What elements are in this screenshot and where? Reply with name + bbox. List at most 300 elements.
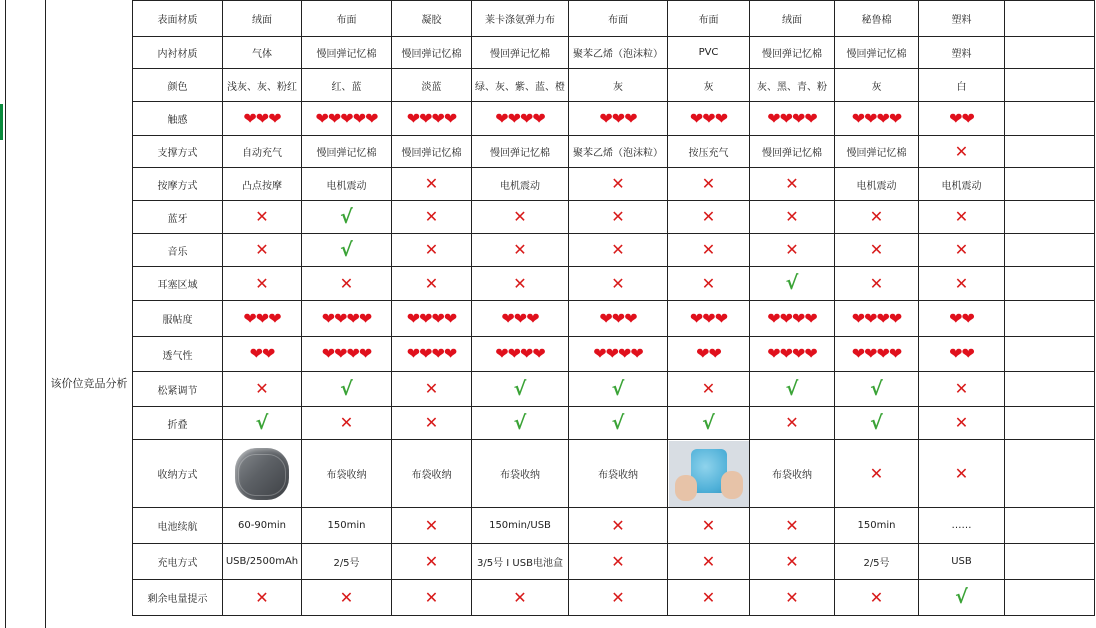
table-cell[interactable] <box>472 136 569 168</box>
table-cell[interactable] <box>1005 407 1095 440</box>
gridline-col-b <box>45 0 46 628</box>
row-label[interactable]: 触感 <box>133 102 223 136</box>
check-icon: √ <box>340 377 353 400</box>
table-cell[interactable] <box>1005 102 1095 136</box>
table-cell[interactable] <box>750 168 835 201</box>
row-label[interactable]: 支撑方式 <box>133 136 223 168</box>
group-label[interactable]: 该价位竞品分析 <box>50 377 128 390</box>
table-cell[interactable] <box>835 234 919 267</box>
table-cell[interactable] <box>302 69 392 102</box>
table-cell[interactable] <box>392 301 472 337</box>
table-cell[interactable] <box>1005 508 1095 544</box>
row-label[interactable]: 表面材质 <box>133 1 223 37</box>
table-cell[interactable] <box>668 69 750 102</box>
table-cell[interactable] <box>569 69 668 102</box>
cell-text: 布袋收纳 <box>598 470 638 481</box>
table-cell[interactable] <box>223 102 302 136</box>
table-row <box>133 234 1095 267</box>
table-cell[interactable] <box>1005 168 1095 201</box>
heart-rating-icon: ❤❤❤ <box>243 308 281 328</box>
table-cell[interactable] <box>302 372 392 407</box>
table-cell[interactable] <box>750 544 835 580</box>
table-cell[interactable] <box>302 1 392 37</box>
table-cell[interactable] <box>569 102 668 136</box>
table-cell[interactable] <box>750 580 835 616</box>
table-cell[interactable] <box>668 201 750 234</box>
table-cell[interactable] <box>668 544 750 580</box>
table-cell[interactable] <box>668 407 750 440</box>
table-cell[interactable] <box>302 337 392 372</box>
table-cell[interactable] <box>392 544 472 580</box>
heart-rating-icon: ❤❤❤❤❤ <box>315 108 378 128</box>
table-cell[interactable] <box>919 301 1005 337</box>
table-cell[interactable] <box>472 234 569 267</box>
cell-text: 慢回弹记忆棉 <box>762 148 822 159</box>
cell-text: 3/5号 I USB电池盒 <box>477 558 563 569</box>
cross-icon: ✕ <box>701 587 716 607</box>
cell-text: …… <box>951 520 972 531</box>
cell-text: 布袋收纳 <box>500 470 540 481</box>
table-cell[interactable] <box>919 37 1005 69</box>
table-cell[interactable] <box>569 201 668 234</box>
cell-text: 绒面 <box>782 15 802 26</box>
table-cell[interactable] <box>302 301 392 337</box>
check-icon: √ <box>870 411 883 434</box>
cross-icon: ✕ <box>701 379 716 398</box>
table-cell[interactable] <box>835 440 919 508</box>
cell-text: 淡蓝 <box>421 81 442 93</box>
cross-icon: ✕ <box>424 240 439 259</box>
table-cell[interactable] <box>569 301 668 337</box>
table-cell[interactable] <box>1005 580 1095 616</box>
table-cell[interactable] <box>392 440 472 508</box>
active-cell-indicator <box>0 104 3 140</box>
table-cell[interactable] <box>750 407 835 440</box>
cell-text: 气体 <box>252 49 272 60</box>
cell-text: 聚苯乙烯（泡沫粒） <box>573 148 663 159</box>
cell-text: 灰、黑、青、粉 <box>757 81 827 93</box>
table-cell[interactable] <box>668 37 750 69</box>
check-icon: √ <box>340 238 353 261</box>
table-cell[interactable] <box>392 580 472 616</box>
table-cell[interactable] <box>302 234 392 267</box>
cross-icon: ✕ <box>255 240 269 259</box>
cell-text: 灰 <box>871 81 882 93</box>
table-cell[interactable] <box>919 508 1005 544</box>
table-cell[interactable] <box>668 1 750 37</box>
cross-icon: ✕ <box>701 551 716 571</box>
table-cell[interactable] <box>569 337 668 372</box>
cell-text: 慢回弹记忆棉 <box>490 49 550 60</box>
cross-icon: ✕ <box>954 273 969 293</box>
row-label[interactable]: 音乐 <box>133 234 223 267</box>
heart-rating-icon: ❤❤❤ <box>599 108 637 128</box>
table-cell[interactable] <box>392 69 472 102</box>
cross-icon: ✕ <box>424 515 439 535</box>
table-cell[interactable] <box>392 407 472 440</box>
table-cell[interactable] <box>835 69 919 102</box>
row-label[interactable]: 收纳方式 <box>133 440 223 508</box>
cross-icon: ✕ <box>255 273 269 293</box>
table-cell[interactable] <box>835 407 919 440</box>
table-cell[interactable] <box>1005 69 1095 102</box>
cell-text: 灰 <box>703 81 714 93</box>
table-cell[interactable] <box>223 168 302 201</box>
table-cell[interactable] <box>919 168 1005 201</box>
table-cell[interactable] <box>750 234 835 267</box>
table-cell[interactable] <box>1005 301 1095 337</box>
table-cell[interactable] <box>472 168 569 201</box>
cross-icon: ✕ <box>513 240 527 259</box>
table-cell[interactable] <box>1005 1 1095 37</box>
table-cell[interactable] <box>223 1 302 37</box>
table-cell[interactable] <box>392 337 472 372</box>
table-cell[interactable] <box>302 580 392 616</box>
table-cell[interactable] <box>223 372 302 407</box>
cell-text: 凝胶 <box>421 15 442 26</box>
row-label[interactable]: 内衬材质 <box>133 37 223 69</box>
table-cell[interactable] <box>223 37 302 69</box>
table-cell[interactable] <box>223 440 302 508</box>
table-cell[interactable] <box>1005 372 1095 407</box>
cross-icon: ✕ <box>869 587 884 607</box>
heart-rating-icon: ❤❤❤❤ <box>321 344 372 363</box>
table-cell[interactable] <box>472 37 569 69</box>
row-label[interactable]: 松紧调节 <box>133 372 223 407</box>
cross-icon: ✕ <box>611 551 625 571</box>
table-cell[interactable] <box>835 1 919 37</box>
table-cell[interactable] <box>472 102 569 136</box>
table-cell[interactable] <box>223 544 302 580</box>
cross-icon: ✕ <box>954 379 969 398</box>
table-cell[interactable] <box>1005 37 1095 69</box>
cross-icon: ✕ <box>869 273 884 293</box>
table-cell[interactable] <box>302 267 392 301</box>
table-cell[interactable] <box>835 301 919 337</box>
row-label[interactable]: 颜色 <box>133 69 223 102</box>
table-cell[interactable] <box>302 201 392 234</box>
cross-icon: ✕ <box>611 273 625 293</box>
table-cell[interactable] <box>919 234 1005 267</box>
table-cell[interactable] <box>302 37 392 69</box>
table-cell[interactable] <box>835 267 919 301</box>
table-cell[interactable] <box>569 407 668 440</box>
check-icon: √ <box>785 272 799 294</box>
table-cell[interactable] <box>668 102 750 136</box>
table-cell[interactable] <box>919 580 1005 616</box>
table-cell[interactable] <box>472 440 569 508</box>
cell-text: 灰 <box>613 81 623 93</box>
cell-text: 电机震动 <box>941 180 982 192</box>
table-cell[interactable] <box>569 1 668 37</box>
table-cell[interactable] <box>835 508 919 544</box>
row-label[interactable]: 电池续航 <box>133 508 223 544</box>
table-cell[interactable] <box>472 407 569 440</box>
table-cell[interactable] <box>835 136 919 168</box>
table-cell[interactable] <box>302 508 392 544</box>
table-cell[interactable] <box>223 580 302 616</box>
table-cell[interactable] <box>569 580 668 616</box>
table-cell[interactable] <box>835 168 919 201</box>
cross-icon: ✕ <box>785 207 799 226</box>
cross-icon: ✕ <box>255 379 269 398</box>
table-cell[interactable] <box>668 337 750 372</box>
table-cell[interactable] <box>392 1 472 37</box>
heart-rating-icon: ❤❤❤ <box>689 308 728 328</box>
heart-rating-icon: ❤❤❤ <box>501 308 539 328</box>
cross-icon: ✕ <box>785 174 799 193</box>
table-cell[interactable] <box>750 508 835 544</box>
table-cell[interactable] <box>223 407 302 440</box>
table-cell[interactable] <box>223 508 302 544</box>
table-cell[interactable] <box>472 69 569 102</box>
table-cell[interactable] <box>750 301 835 337</box>
cell-text: 150min <box>327 520 366 531</box>
table-cell[interactable] <box>835 337 919 372</box>
table-cell[interactable] <box>569 37 668 69</box>
table-cell[interactable] <box>302 168 392 201</box>
table-cell[interactable] <box>472 267 569 301</box>
cross-icon: ✕ <box>424 551 439 571</box>
cross-icon: ✕ <box>954 413 969 432</box>
table-cell[interactable] <box>835 580 919 616</box>
table-cell[interactable] <box>750 102 835 136</box>
table-cell[interactable] <box>919 337 1005 372</box>
table-cell[interactable] <box>223 201 302 234</box>
heart-rating-icon: ❤❤❤ <box>599 308 637 328</box>
table-cell[interactable] <box>392 102 472 136</box>
table-cell[interactable] <box>1005 267 1095 301</box>
table-cell[interactable] <box>223 234 302 267</box>
cell-text: 凸点按摩 <box>242 180 282 192</box>
table-cell[interactable] <box>919 1 1005 37</box>
cell-text: 2/5号 <box>333 558 360 569</box>
table-cell[interactable] <box>472 1 569 37</box>
table-cell[interactable] <box>392 168 472 201</box>
table-cell[interactable] <box>919 201 1005 234</box>
table-row <box>133 1 1095 37</box>
cross-icon: ✕ <box>424 273 439 293</box>
table-cell[interactable] <box>302 440 392 508</box>
cell-text: 慢回弹记忆棉 <box>846 49 907 60</box>
cross-icon: ✕ <box>424 379 439 398</box>
table-cell[interactable] <box>569 372 668 407</box>
table-cell[interactable] <box>472 301 569 337</box>
table-row <box>133 267 1095 301</box>
table-cell[interactable] <box>472 372 569 407</box>
row-label[interactable]: 剩余电量提示 <box>133 580 223 616</box>
table-cell[interactable] <box>569 508 668 544</box>
table-cell[interactable] <box>302 544 392 580</box>
cross-icon: ✕ <box>869 463 884 483</box>
table-row <box>133 337 1095 372</box>
table-cell[interactable] <box>668 267 750 301</box>
table-cell[interactable] <box>835 372 919 407</box>
table-cell[interactable] <box>1005 544 1095 580</box>
table-cell[interactable] <box>750 136 835 168</box>
table-cell[interactable] <box>919 407 1005 440</box>
table-cell[interactable] <box>1005 234 1095 267</box>
table-cell[interactable] <box>472 508 569 544</box>
table-cell[interactable] <box>919 136 1005 168</box>
cross-icon: ✕ <box>424 174 439 193</box>
cross-icon: ✕ <box>255 207 269 226</box>
table-cell[interactable] <box>750 372 835 407</box>
row-label[interactable]: 透气性 <box>133 337 223 372</box>
table-cell[interactable] <box>1005 136 1095 168</box>
table-cell[interactable] <box>750 69 835 102</box>
table-cell[interactable] <box>668 580 750 616</box>
cell-text: 绒面 <box>252 15 272 26</box>
table-cell[interactable] <box>472 544 569 580</box>
heart-rating-icon: ❤❤ <box>949 308 974 328</box>
cross-icon: ✕ <box>513 273 527 293</box>
table-cell[interactable] <box>750 1 835 37</box>
table-cell[interactable] <box>1005 440 1095 508</box>
heart-rating-icon: ❤❤ <box>249 344 275 363</box>
table-cell[interactable] <box>668 168 750 201</box>
cell-text: 慢回弹记忆棉 <box>762 49 822 60</box>
heart-rating-icon: ❤❤❤❤ <box>767 108 817 128</box>
table-cell[interactable] <box>223 69 302 102</box>
table-cell[interactable] <box>302 407 392 440</box>
table-row <box>133 168 1095 201</box>
heart-rating-icon: ❤❤❤❤ <box>321 308 372 328</box>
check-icon: √ <box>955 586 968 608</box>
table-cell[interactable] <box>750 201 835 234</box>
table-cell[interactable] <box>919 544 1005 580</box>
table-cell[interactable] <box>668 301 750 337</box>
table-cell[interactable] <box>835 544 919 580</box>
row-label[interactable]: 折叠 <box>133 407 223 440</box>
table-cell[interactable] <box>472 201 569 234</box>
table-cell[interactable] <box>919 372 1005 407</box>
heart-rating-icon: ❤❤❤ <box>243 108 281 128</box>
table-cell[interactable] <box>569 136 668 168</box>
table-cell[interactable] <box>750 337 835 372</box>
table-cell[interactable] <box>835 102 919 136</box>
table-cell[interactable] <box>750 267 835 301</box>
cell-text: 2/5号 <box>863 558 890 569</box>
cell-text: 秘鲁棉 <box>861 15 892 26</box>
table-cell[interactable] <box>223 301 302 337</box>
table-cell[interactable] <box>223 136 302 168</box>
cross-icon: ✕ <box>954 240 969 259</box>
table-cell[interactable] <box>392 267 472 301</box>
check-icon: √ <box>702 411 715 434</box>
cross-icon: ✕ <box>611 240 625 259</box>
cell-text: 电机震动 <box>500 180 540 192</box>
cross-icon: ✕ <box>424 587 439 607</box>
table-cell[interactable] <box>392 508 472 544</box>
gridline-col-a <box>5 0 6 628</box>
heart-rating-icon: ❤❤❤❤ <box>406 108 457 128</box>
heart-rating-icon: ❤❤❤❤ <box>593 344 643 363</box>
cell-text: 布袋收纳 <box>326 470 367 481</box>
table-row <box>133 69 1095 102</box>
table-cell[interactable] <box>392 136 472 168</box>
heart-rating-icon: ❤❤ <box>949 344 974 363</box>
cross-icon: ✕ <box>339 413 354 432</box>
table-cell[interactable] <box>1005 337 1095 372</box>
table-cell[interactable] <box>668 440 750 508</box>
comparison-table <box>132 0 1095 616</box>
table-row <box>133 301 1095 337</box>
check-icon: √ <box>611 377 625 400</box>
heart-rating-icon: ❤❤❤❤ <box>767 308 817 328</box>
table-cell[interactable] <box>919 102 1005 136</box>
table-cell[interactable] <box>835 201 919 234</box>
table-cell[interactable] <box>223 267 302 301</box>
table-cell[interactable] <box>668 372 750 407</box>
table-cell[interactable] <box>472 580 569 616</box>
table-cell[interactable] <box>1005 201 1095 234</box>
table-cell[interactable] <box>919 440 1005 508</box>
check-icon: √ <box>513 411 527 434</box>
row-label[interactable]: 服帖度 <box>133 301 223 337</box>
table-cell[interactable] <box>668 136 750 168</box>
heart-rating-icon: ❤❤❤❤ <box>851 308 902 328</box>
table-cell[interactable] <box>302 136 392 168</box>
table-cell[interactable] <box>392 201 472 234</box>
table-cell[interactable] <box>569 267 668 301</box>
cross-icon: ✕ <box>701 240 716 259</box>
table-row <box>133 37 1095 69</box>
table-cell[interactable] <box>668 508 750 544</box>
table-cell[interactable] <box>919 267 1005 301</box>
check-icon: √ <box>611 411 625 434</box>
table-cell[interactable] <box>750 37 835 69</box>
heart-rating-icon: ❤❤❤❤ <box>851 108 902 128</box>
heart-rating-icon: ❤❤ <box>949 108 974 128</box>
cross-icon: ✕ <box>785 551 799 571</box>
row-label[interactable]: 按摩方式 <box>133 168 223 201</box>
table-cell[interactable] <box>569 440 668 508</box>
table-row <box>133 544 1095 580</box>
table-cell[interactable] <box>919 69 1005 102</box>
row-label[interactable]: 充电方式 <box>133 544 223 580</box>
row-label[interactable]: 耳塞区域 <box>133 267 223 301</box>
cell-text: 慢回弹记忆棉 <box>490 148 550 159</box>
table-cell[interactable] <box>392 37 472 69</box>
table-cell[interactable] <box>569 234 668 267</box>
cell-text: USB <box>951 556 972 567</box>
table-cell[interactable] <box>472 337 569 372</box>
check-icon: √ <box>340 205 353 228</box>
heart-rating-icon: ❤❤❤❤ <box>495 344 545 363</box>
heart-rating-icon: ❤❤ <box>696 344 721 363</box>
table-row <box>133 508 1095 544</box>
table-cell[interactable] <box>569 168 668 201</box>
row-label[interactable]: 蓝牙 <box>133 201 223 234</box>
table-cell[interactable] <box>302 102 392 136</box>
cell-text: 自动充气 <box>242 148 282 159</box>
cross-icon: ✕ <box>513 587 527 607</box>
table-cell[interactable] <box>750 440 835 508</box>
table-cell[interactable] <box>835 37 919 69</box>
table-cell[interactable] <box>569 544 668 580</box>
cross-icon: ✕ <box>424 413 439 432</box>
table-cell[interactable] <box>392 372 472 407</box>
cross-icon: ✕ <box>611 174 625 193</box>
heart-rating-icon: ❤❤❤❤ <box>495 108 545 128</box>
table-row <box>133 580 1095 616</box>
cross-icon: ✕ <box>954 463 969 483</box>
table-cell[interactable] <box>392 234 472 267</box>
table-cell[interactable] <box>223 337 302 372</box>
table-cell[interactable] <box>668 234 750 267</box>
cell-text: 慢回弹记忆棉 <box>316 49 377 60</box>
